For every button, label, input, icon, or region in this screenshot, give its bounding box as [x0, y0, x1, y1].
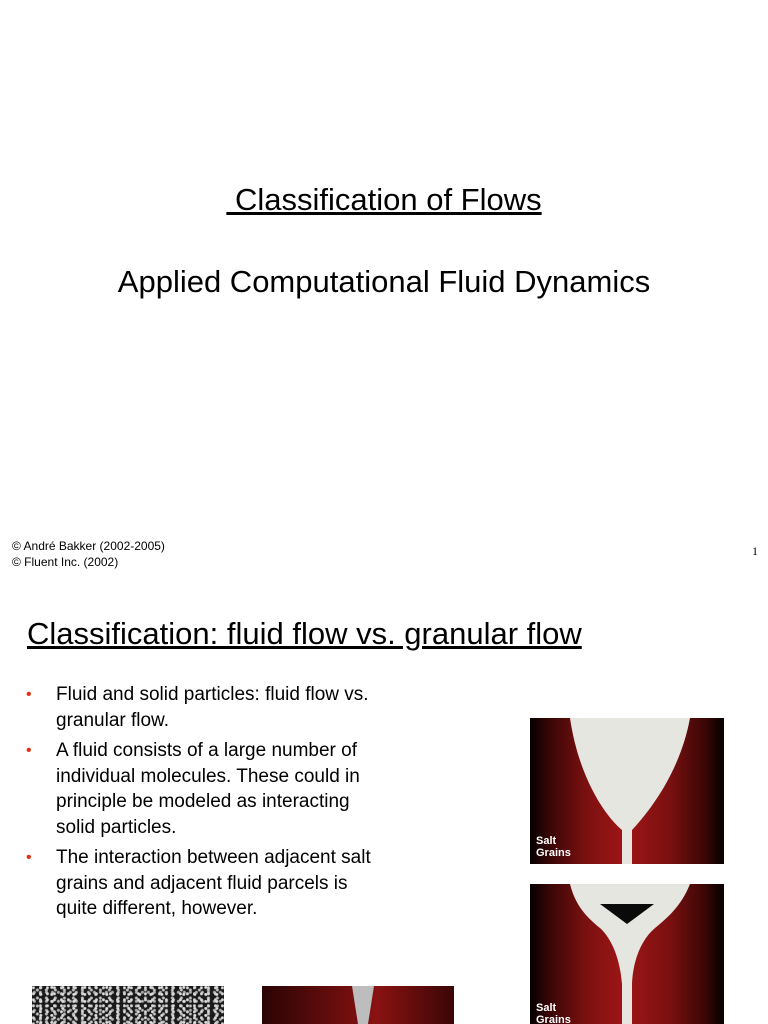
photo-label: Salt Grains — [536, 1002, 571, 1024]
list-item — [26, 738, 376, 840]
bullet-icon: • — [26, 742, 32, 759]
slide-title: Classification: fluid flow vs. granular flow — [27, 616, 582, 651]
list-item — [26, 845, 376, 922]
page-number: 1 — [752, 544, 758, 558]
salt-grains-photo — [530, 884, 724, 1024]
copyright-block — [12, 538, 165, 570]
copyright-line: © André Bakker (2002-2005) — [12, 539, 165, 553]
bullet-text: The interaction between adjacent salt grains and adjacent fluid parcels is quite different, however. — [56, 847, 371, 919]
slide-subtitle: Applied Computational Fluid Dynamics — [117, 264, 651, 299]
content-slide — [0, 590, 768, 1024]
copyright-line: © Fluent Inc. (2002) — [12, 555, 119, 569]
bullet-list — [26, 682, 376, 927]
bullet-icon: • — [26, 686, 32, 703]
photo-label: Salt Grains — [536, 835, 571, 859]
granular-flow-photo — [32, 986, 224, 1024]
list-item — [26, 682, 376, 733]
slide-title: Classification of Flows — [226, 182, 542, 217]
fluid-flow-photo — [262, 986, 454, 1024]
bullet-icon: • — [26, 849, 32, 866]
salt-grains-photo — [530, 718, 724, 864]
flow-stream-image — [262, 986, 454, 1024]
bullet-text: Fluid and solid particles: fluid flow vs. granular flow. — [56, 684, 369, 731]
bullet-text: A fluid consists of a large number of individual molecules. These could in principle be modeled as interacting solid particles. — [56, 740, 360, 838]
